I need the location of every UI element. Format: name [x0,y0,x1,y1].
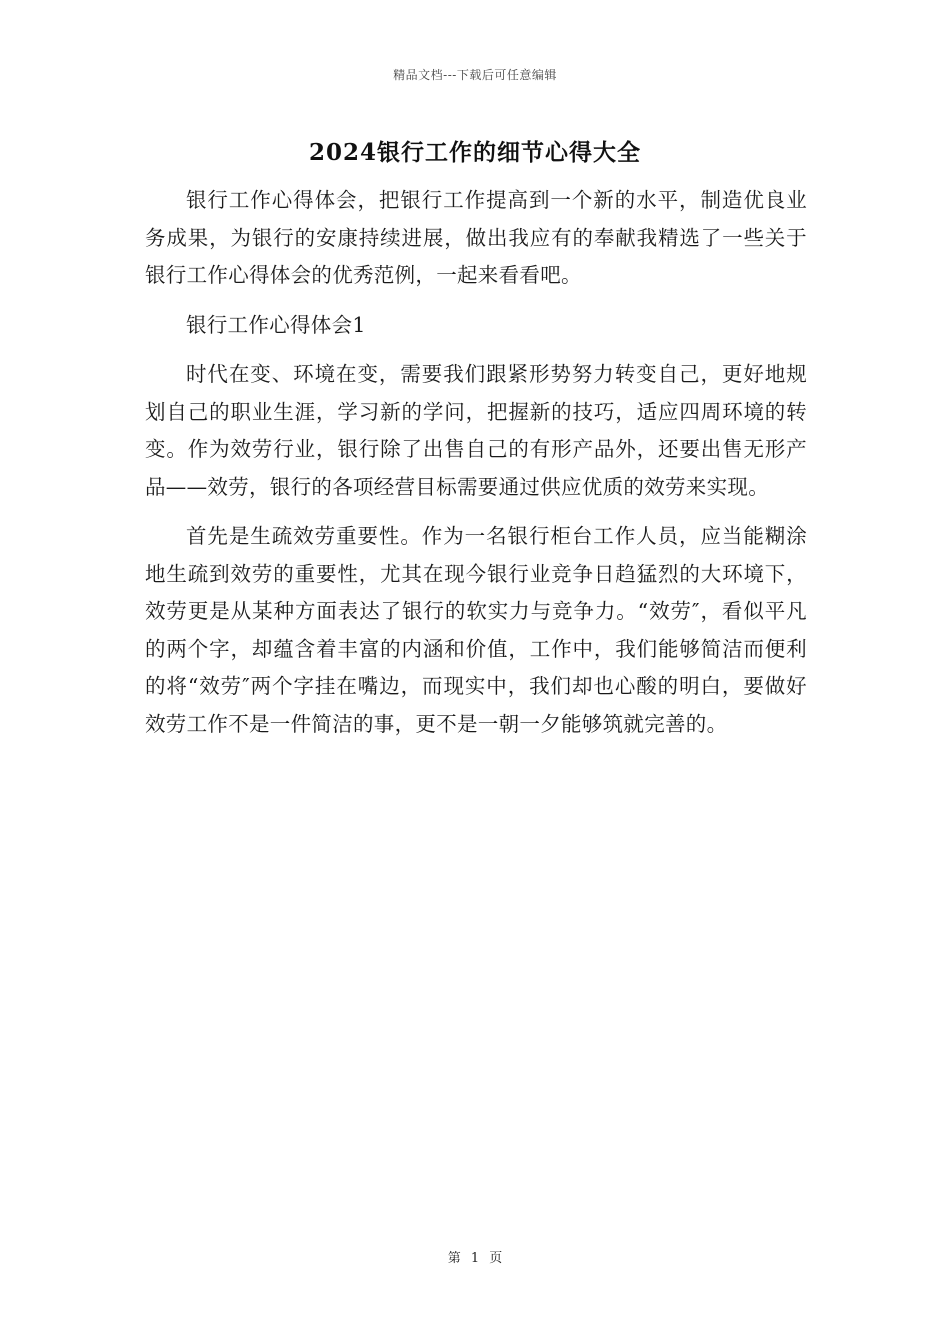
body-paragraph: 时代在变、环境在变，需要我们跟紧形势努力转变自己，更好地规划自己的职业生涯，学习新的学问，把握新的技巧，适应四周环境的转变。作为效劳行业，银行除了出售自己的有形产品外，还要出售无形产品——效劳，银行的各项经营目标需要通过供应优质的效劳来实现。 [145,362,807,499]
document-title: 2024银行工作的细节心得大全 [308,139,641,166]
page-header: 精品文档---下载后可任意编辑 [393,68,557,82]
body-paragraph: 首先是生疏效劳重要性。作为一名银行柜台工作人员，应当能糊涂地生疏到效劳的重要性，尤其在现今银行业竞争日趋猛烈的大环境下，效劳更是从某种方面表达了银行的软实力与竞争力。“效劳″，看似平凡的两个字，却蕴含着丰富的内涵和价值，工作中，我们能够简洁而便利的将“效劳″两个字挂在嘴边，而现实中，我们却也心酸的明白，要做好效劳工作不是一件简洁的事，更不是一朝一夕能够筑就完善的。 [145,524,807,736]
section-heading: 银行工作心得体会1 [186,312,366,337]
page-number: 第 1 页 [447,1251,503,1266]
intro-paragraph: 银行工作心得体会，把银行工作提高到一个新的水平，制造优良业务成果，为银行的安康持续进展，做出我应有的奉献我精选了一些关于银行工作心得体会的优秀范例，一起来看看吧。 [145,188,807,287]
document-body [145,182,807,755]
